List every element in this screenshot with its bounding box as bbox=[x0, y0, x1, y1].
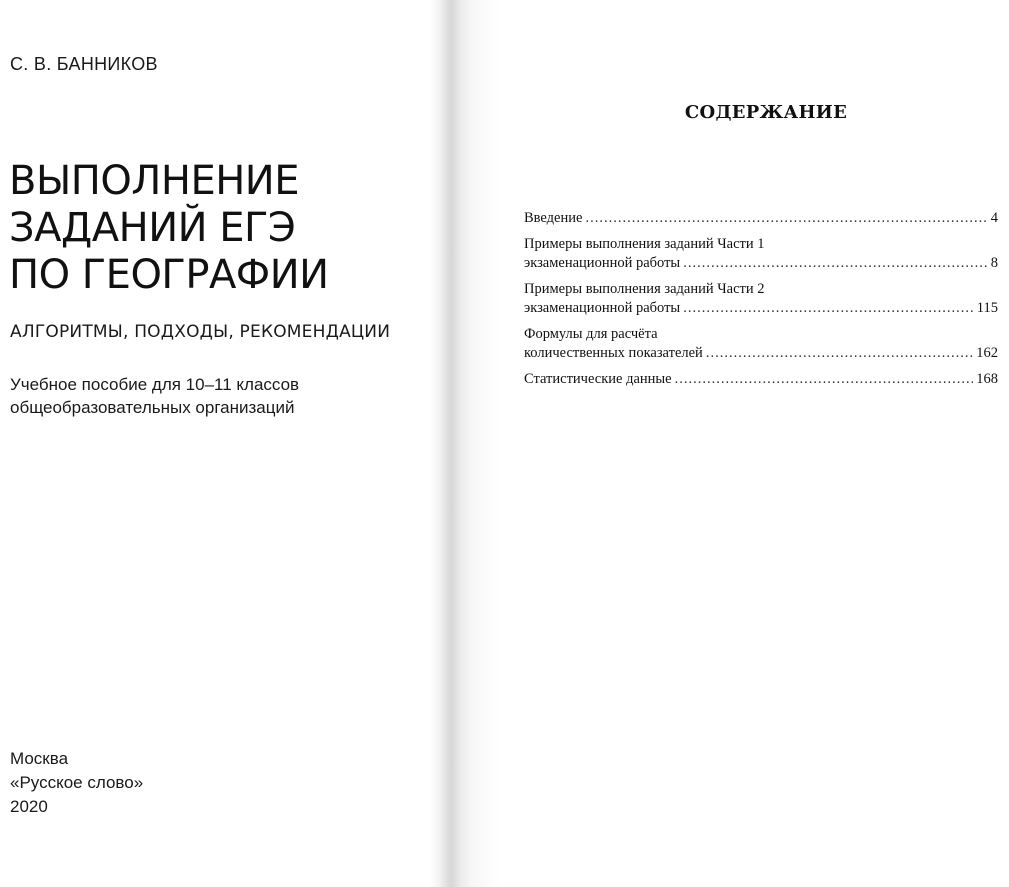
toc-line bbox=[524, 280, 998, 299]
toc-page-number: 162 bbox=[976, 345, 998, 361]
toc-page-number: 115 bbox=[976, 300, 998, 316]
toc-entry-title: Формулы для расчёта bbox=[524, 326, 658, 342]
description-line: общеобразовательных организаций bbox=[10, 398, 295, 417]
book-subtitle: АЛГОРИТМЫ, ПОДХОДЫ, РЕКОМЕНДАЦИИ bbox=[10, 322, 391, 342]
toc-entry[interactable] bbox=[524, 280, 998, 318]
toc-entry-title: Примеры выполнения заданий Части 1 bbox=[524, 236, 765, 252]
toc-line bbox=[524, 254, 998, 273]
toc-line bbox=[524, 299, 998, 318]
toc-entry-title: Введение bbox=[524, 210, 583, 226]
toc-line bbox=[524, 344, 998, 363]
toc-line bbox=[524, 370, 998, 389]
toc-entry[interactable] bbox=[524, 235, 998, 273]
author-name: С. В. БАННИКОВ bbox=[10, 54, 158, 74]
toc-entry[interactable] bbox=[524, 370, 998, 389]
table-of-contents bbox=[524, 209, 998, 396]
toc-leader-dots bbox=[683, 299, 974, 318]
toc-entry-title: Примеры выполнения заданий Части 2 bbox=[524, 281, 765, 297]
toc-line bbox=[524, 325, 998, 344]
imprint-year: 2020 bbox=[10, 797, 48, 816]
toc-line bbox=[524, 235, 998, 254]
toc-entry-title-continued: количественных показателей bbox=[524, 345, 703, 361]
title-line: ЗАДАНИЙ ЕГЭ bbox=[9, 205, 296, 251]
toc-leader-dots bbox=[706, 344, 973, 363]
toc-entry-title-continued: экзаменационной работы bbox=[524, 300, 681, 316]
book-description bbox=[10, 373, 299, 419]
description-line: Учебное пособие для 10–11 классов bbox=[10, 375, 300, 394]
toc-entry-title-continued: экзаменационной работы bbox=[524, 255, 681, 271]
toc-entry[interactable] bbox=[524, 325, 998, 363]
toc-page-number: 8 bbox=[990, 255, 998, 271]
title-line: ПО ГЕОГРАФИИ bbox=[9, 252, 329, 298]
title-page bbox=[0, 0, 440, 887]
toc-leader-dots bbox=[683, 254, 988, 273]
toc-leader-dots bbox=[675, 370, 974, 389]
contents-heading: СОДЕРЖАНИЕ bbox=[684, 102, 848, 123]
contents-page bbox=[500, 0, 1009, 887]
toc-entry-title: Статистические данные bbox=[524, 371, 672, 387]
imprint-city: Москва bbox=[10, 749, 69, 768]
book-title bbox=[9, 158, 329, 299]
toc-page-number: 168 bbox=[976, 371, 998, 387]
toc-page-number: 4 bbox=[990, 210, 998, 226]
toc-leader-dots bbox=[585, 209, 987, 228]
title-line: ВЫПОЛНЕНИЕ bbox=[9, 158, 299, 204]
book-gutter-shadow bbox=[430, 0, 500, 887]
toc-line bbox=[524, 209, 998, 228]
toc-entry[interactable] bbox=[524, 209, 998, 228]
imprint-publisher: «Русское слово» bbox=[10, 773, 144, 792]
publisher-imprint bbox=[10, 747, 143, 819]
